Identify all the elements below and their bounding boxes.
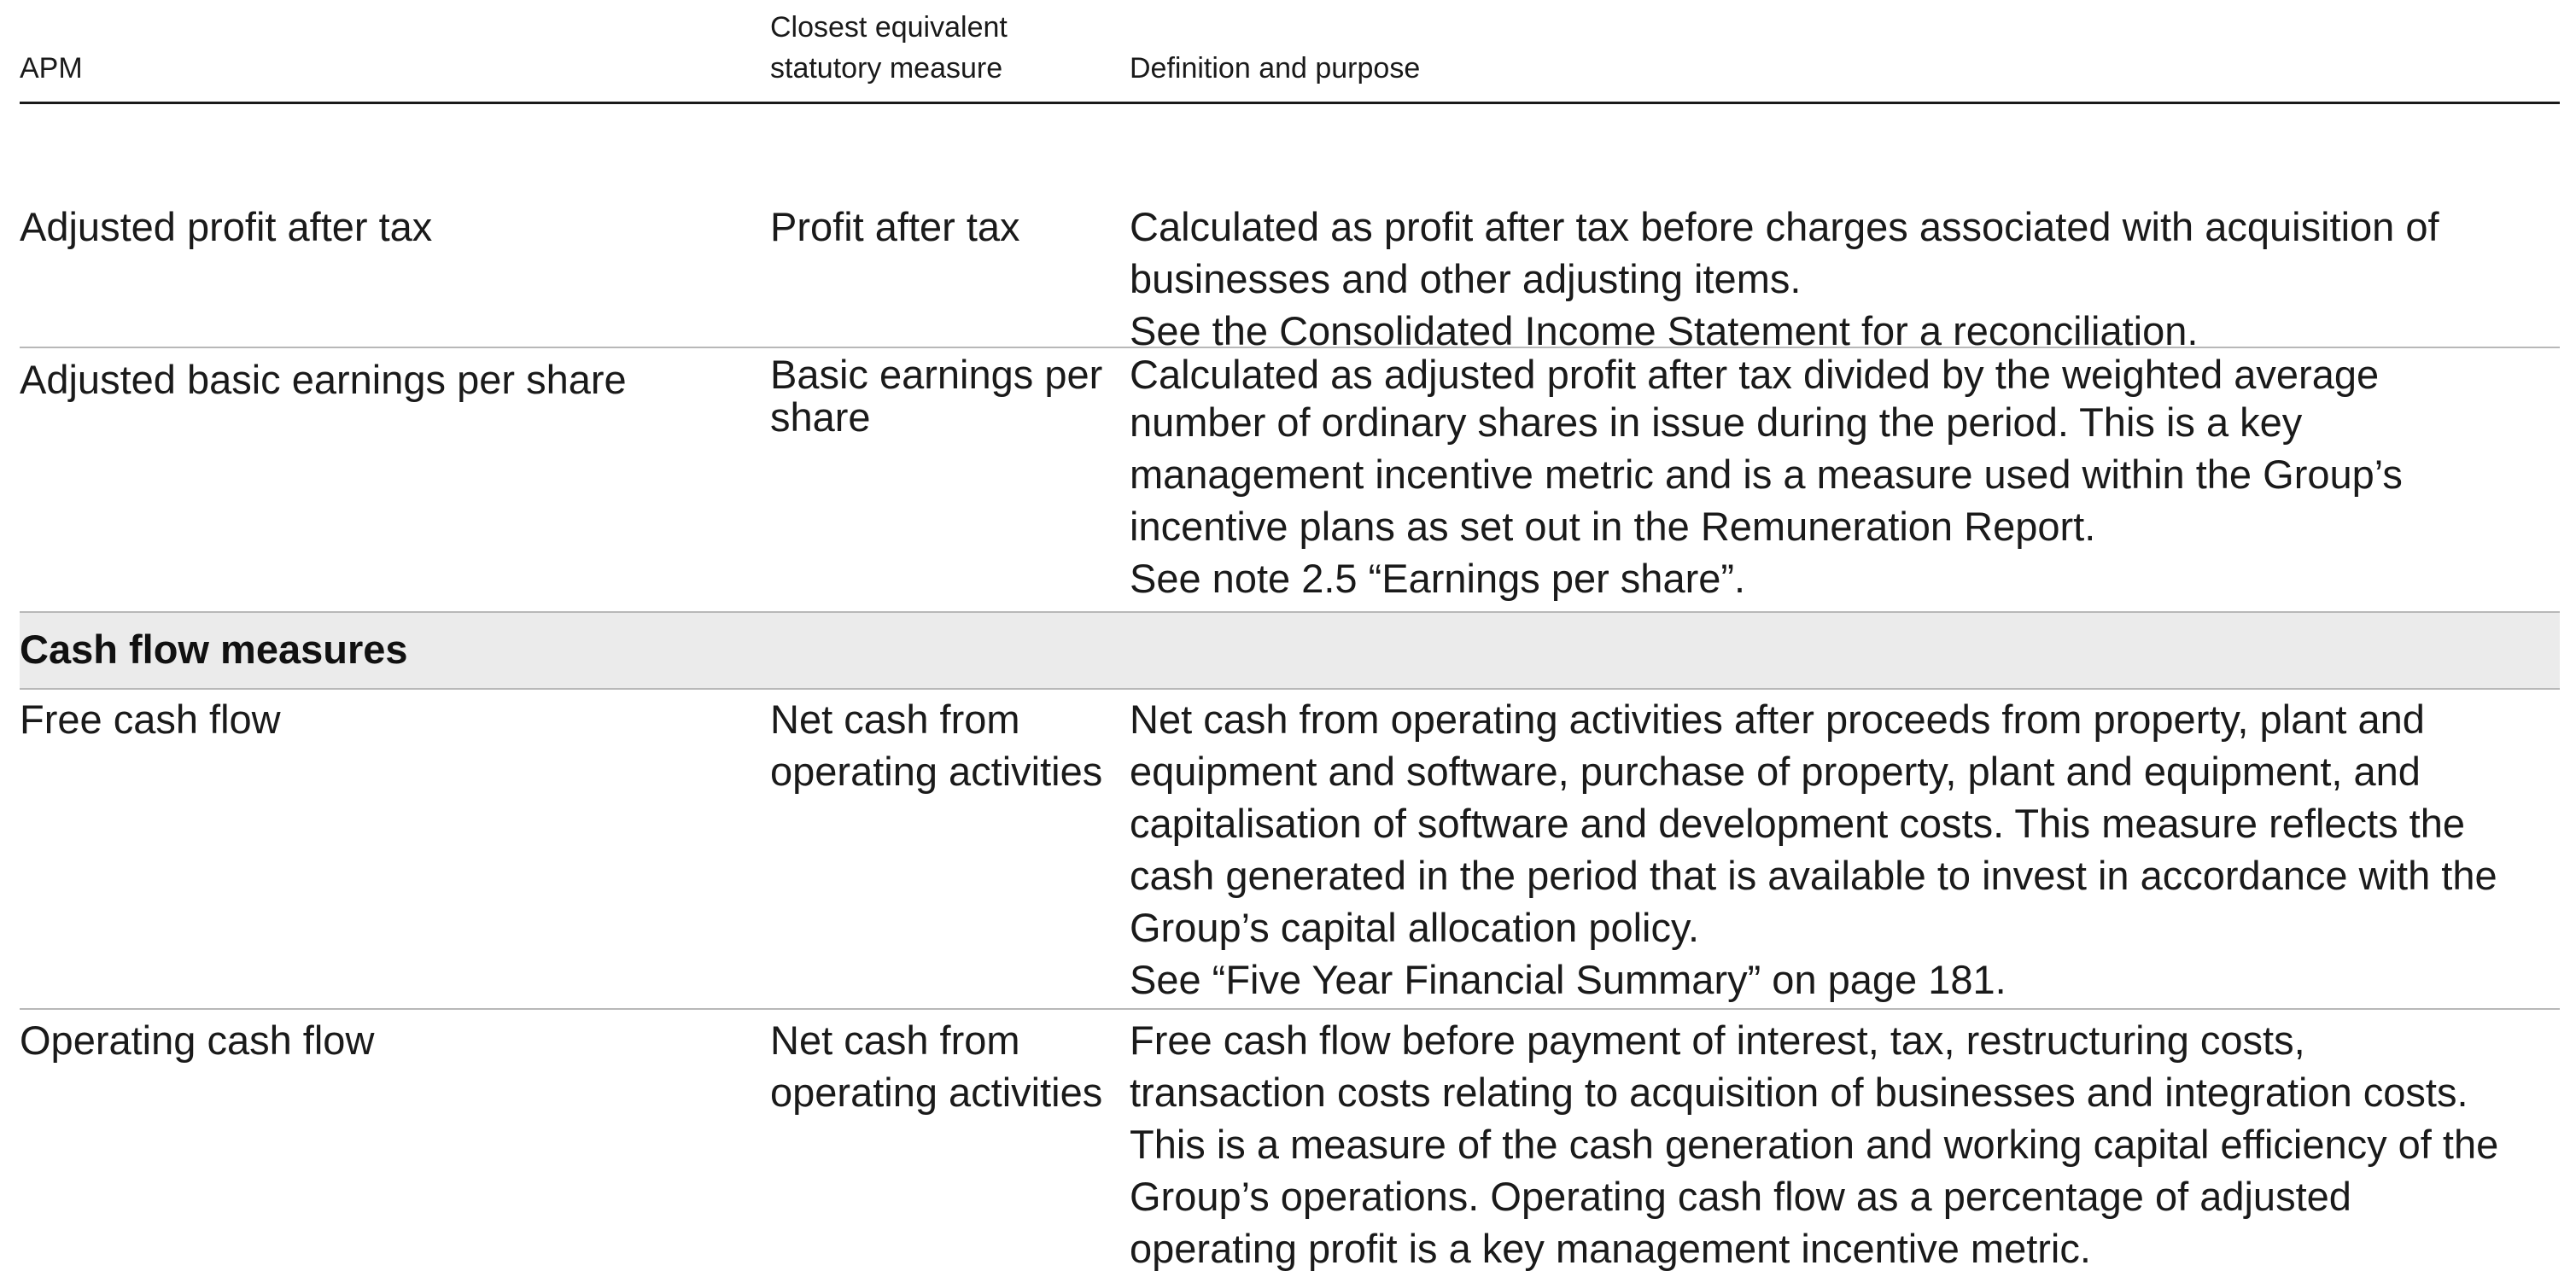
statutory-measure [770,201,1129,253]
statutory-line: operating activities [770,1070,1103,1115]
definition-line: number of ordinary shares in issue during the period. This is a key [1130,399,2303,445]
definition-line: See the Consolidated Income Statement for a reconciliation. [1130,308,2199,353]
definition-line: See note 2.5 “Earnings per share”. [1130,556,1746,601]
row-divider [20,1008,2560,1010]
section-title: Cash flow measures [20,627,408,672]
definition-line: transaction costs relating to acquisition of businesses and integration costs. [1130,1070,2468,1115]
header-apm: APM [20,52,83,85]
apm-name: Free cash flow [20,697,281,742]
apm-table [20,0,2560,1277]
definition-line: This is a measure of the cash generation and working capital efficiency of the [1130,1122,2499,1167]
statutory-measure [770,693,1129,797]
definition-line: See “Five Year Financial Summary” on page 181. [1130,957,2006,1002]
section-header [20,611,2560,690]
definition-line: operating profit is a key management incentive metric. [1130,1226,2091,1271]
definition-line: cash generated in the period that is available to invest in accordance with the [1130,853,2497,898]
statutory-measure [770,1014,1129,1118]
definition-line: capitalisation of software and development costs. This measure reflects the [1130,801,2465,846]
definition-line: incentive plans as set out in the Remuneration Report. [1130,504,2096,549]
definition [1130,201,2560,357]
definition [1130,353,2560,604]
row-divider [20,347,2560,348]
statutory-line: share [770,394,871,440]
apm-name: Adjusted basic earnings per share [20,357,627,402]
definition-line: Free cash flow before payment of interest, tax, restructuring costs, [1130,1018,2305,1063]
statutory-line: Profit after tax [770,204,1020,249]
definition-line: management incentive metric and is a measure used within the Group’s [1130,452,2403,497]
header-statutory-line1: Closest equivalent [770,11,1008,44]
definition [1130,1014,2560,1274]
definition-line: businesses and other adjusting items. [1130,256,1802,301]
definition-line: Calculated as adjusted profit after tax divided by the weighted average [1130,352,2380,397]
definition-line: Net cash from operating activities after proceeds from property, plant and [1130,697,2425,742]
header-definition: Definition and purpose [1130,52,1421,85]
definition-line: Calculated as profit after tax before charges associated with acquisition of [1130,204,2439,249]
definition-line: Group’s operations. Operating cash flow as a percentage of adjusted [1130,1174,2351,1219]
definition [1130,693,2560,1006]
statutory-measure [770,353,1129,439]
header-statutory-line2: statutory measure [770,52,1003,85]
statutory-line: operating activities [770,749,1103,794]
definition-line: equipment and software, purchase of property, plant and equipment, and [1130,749,2421,794]
statutory-line: Net cash from [770,697,1020,742]
statutory-line: Net cash from [770,1018,1020,1063]
statutory-line: Basic earnings per [770,352,1103,397]
apm-name: Operating cash flow [20,1018,375,1063]
table-header [20,0,2560,104]
apm-name: Adjusted profit after tax [20,204,433,249]
definition-line: Group’s capital allocation policy. [1130,905,1700,950]
